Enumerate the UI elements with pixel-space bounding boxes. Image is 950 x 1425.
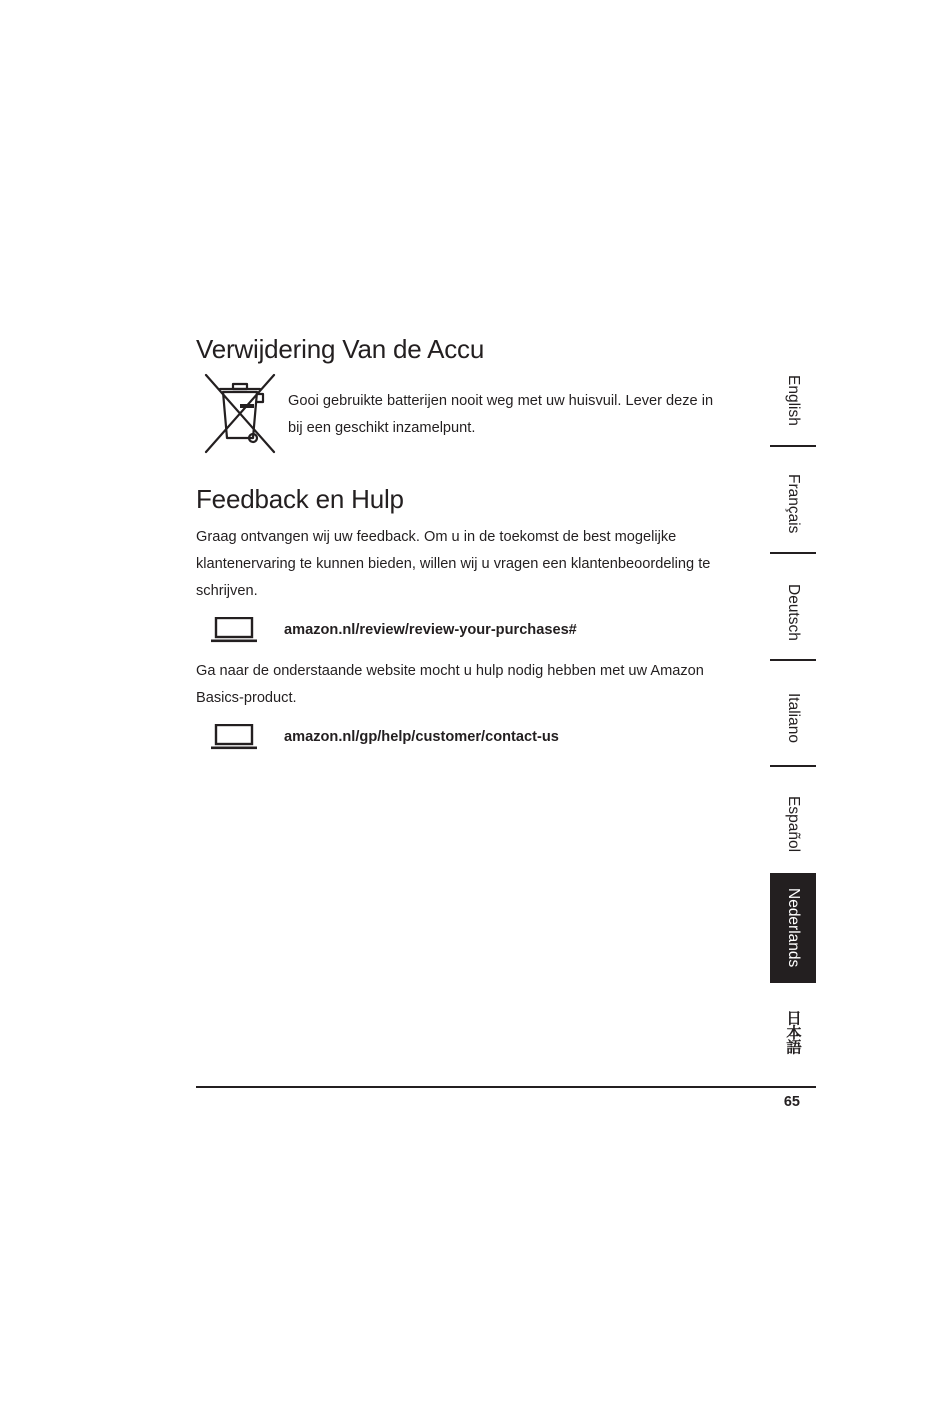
tab-label: Français [785,474,802,534]
tab-label: Italiano [785,693,802,743]
feedback-intro-line2: klantenervaring te kunnen bieden, willen wij u vragen een klantenbeoordeling te [196,556,711,572]
tab-label: Español [785,795,802,852]
tab-divider [770,659,816,661]
feedback-intro-line1: Graag ontvangen wij uw feedback. Om u in de toekomst de best mogelijke [196,529,677,545]
help-link[interactable]: amazon.nl/gp/help/customer/contact-us [284,729,559,745]
footer-rule [196,1086,816,1088]
tab-divider [770,552,816,554]
page-number: 65 [783,1094,800,1110]
tab-francais[interactable] [770,458,816,550]
tab-label: English [785,374,802,426]
tab-divider [770,765,816,767]
battery-section-title: Verwijdering Van de Accu [196,334,485,364]
tab-espanol[interactable] [770,778,816,870]
battery-text-line2: bij een geschikt inzamelpunt. [288,420,476,436]
tab-deutsch[interactable] [770,566,816,658]
crossed-out-wheelie-bin-icon [202,372,278,454]
tab-label: 日本語 [784,1010,802,1054]
help-text-line1: Ga naar de onderstaande website mocht u hulp nodig hebben met uw Amazon [196,663,704,679]
tab-nederlands[interactable] [770,873,816,983]
laptop-icon [211,617,257,643]
tab-label: Nederlands [785,888,802,968]
laptop-icon [211,724,257,750]
tab-english[interactable] [770,354,816,446]
tab-divider [770,445,816,447]
battery-text-line1: Gooi gebruikte batterijen nooit weg met uw huisvuil. Lever deze in [288,393,714,409]
tab-japanese[interactable] [770,1000,816,1064]
review-link[interactable]: amazon.nl/review/review-your-purchases# [284,622,577,638]
feedback-section-title: Feedback en Hulp [196,484,404,514]
tab-italiano[interactable] [770,672,816,764]
help-text-line2: Basics-product. [196,690,297,706]
feedback-intro-line3: schrijven. [196,583,258,599]
tab-label: Deutsch [785,583,802,641]
